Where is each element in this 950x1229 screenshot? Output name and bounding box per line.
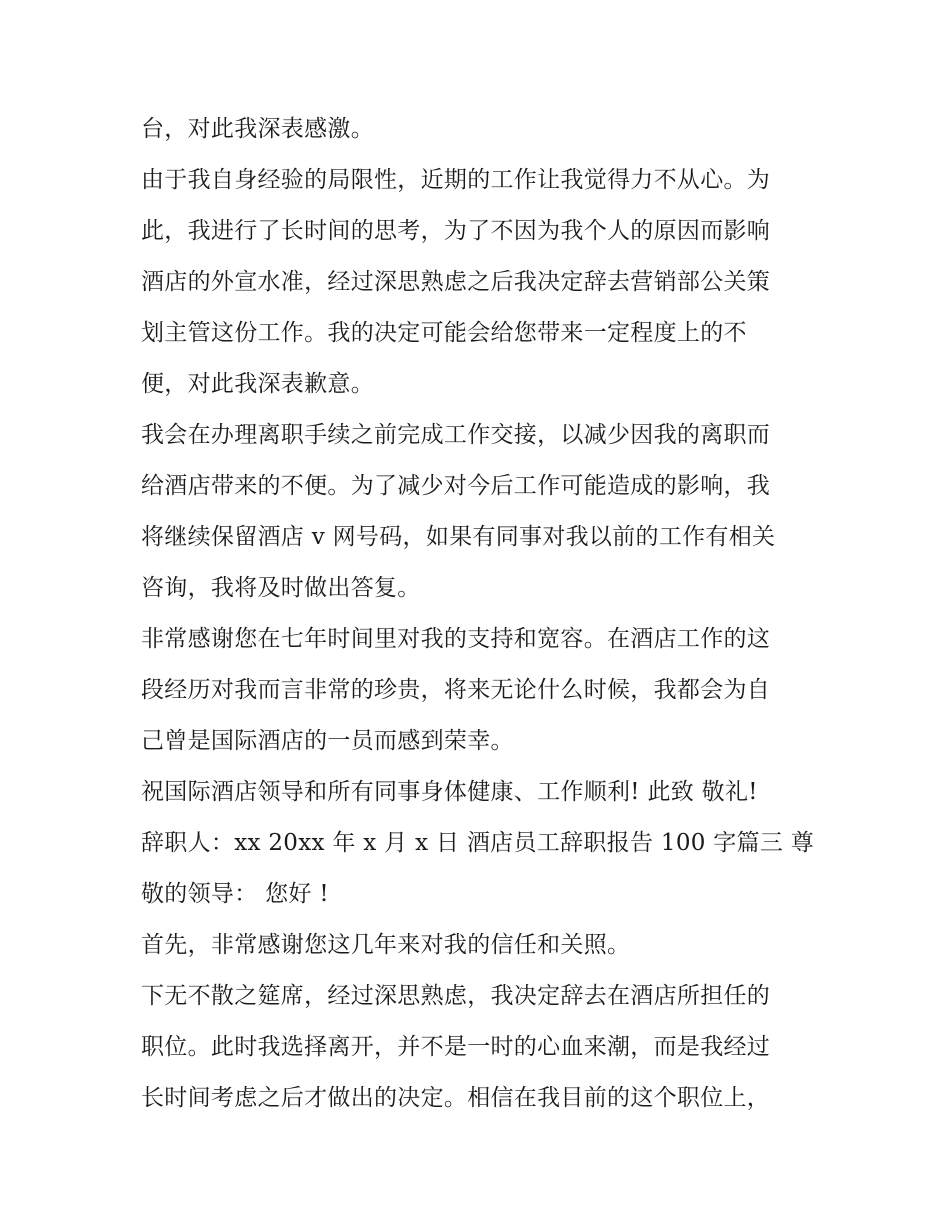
text-line: 首先，非常感谢您这几年来对我的信任和关照。 <box>141 932 631 958</box>
text-line: 职位。此时我选择离开，并不是一时的心血来潮，而是我经过 <box>141 1034 771 1060</box>
text-line: 敬的领导： 您好 ! <box>141 881 329 907</box>
text-line: 将继续保留酒店 v 网号码，如果有同事对我以前的工作有相关 <box>141 524 776 550</box>
text-line: 划主管这份工作。我的决定可能会给您带来一定程度上的不 <box>141 320 747 346</box>
text-line: 己曾是国际酒店的一员而感到荣幸。 <box>141 728 514 754</box>
text-line: 台，对此我深表感激。 <box>141 116 374 142</box>
text-line: 我会在办理离职手续之前完成工作交接，以减少因我的离职而 <box>141 422 771 448</box>
text-line: 此，我进行了长时间的思考，为了不因为我个人的原因而影响 <box>141 218 771 244</box>
text-line: 辞职人：xx 20xx 年 x 月 x 日 酒店员工辞职报告 100 字篇三 尊 <box>141 830 815 856</box>
document-body <box>141 104 821 1124</box>
text-line: 祝国际酒店领导和所有同事身体健康、工作顺利! 此致 敬礼! <box>141 779 758 805</box>
text-line: 非常感谢您在七年时间里对我的支持和宽容。在酒店工作的这 <box>141 626 771 652</box>
text-line: 给酒店带来的不便。为了减少对今后工作可能造成的影响，我 <box>141 473 771 499</box>
text-line: 长时间考虑之后才做出的决定。相信在我目前的这个职位上， <box>141 1085 771 1111</box>
text-line: 便，对此我深表歉意。 <box>141 371 374 397</box>
text-line: 咨询，我将及时做出答复。 <box>141 575 421 601</box>
text-line: 由于我自身经验的局限性，近期的工作让我觉得力不从心。为 <box>141 167 771 193</box>
text-line: 下无不散之筵席，经过深思熟虑，我决定辞去在酒店所担任的 <box>141 983 771 1009</box>
text-line: 段经历对我而言非常的珍贵，将来无论什么时候，我都会为自 <box>141 677 771 703</box>
text-line: 酒店的外宣水准，经过深思熟虑之后我决定辞去营销部公关策 <box>141 269 771 295</box>
